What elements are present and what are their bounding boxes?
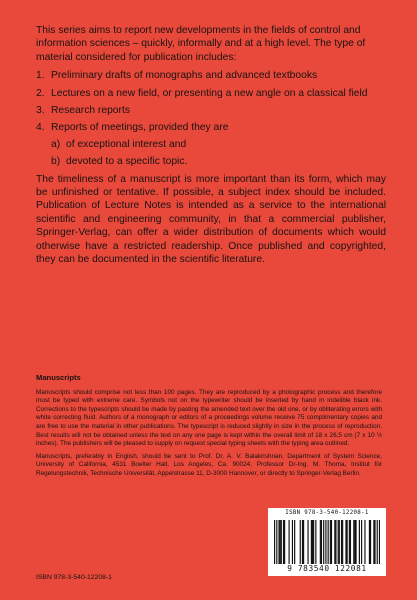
list-text: Research reports — [51, 105, 130, 117]
barcode-bar — [374, 520, 375, 564]
barcode-bar — [274, 520, 275, 564]
barcode-bar — [315, 520, 316, 564]
barcode-bar — [283, 520, 284, 564]
barcode-bar — [302, 520, 303, 564]
barcode-bar — [313, 520, 314, 564]
barcode-bar — [294, 520, 295, 564]
list-text: Reports of meetings, provided they are — [51, 122, 229, 134]
barcode-bar — [373, 520, 374, 564]
barcode-bar — [347, 520, 348, 564]
list-item — [36, 69, 386, 82]
barcode-bar — [307, 520, 308, 564]
barcode-digits: 9 783540 122081 — [287, 564, 367, 573]
barcode-bar — [339, 520, 340, 564]
timeliness-paragraph: The timeliness of a manuscript is more important than its form, which may be unfinished or tentative. If possible, a subject index should be included. Publication of Lecture Notes is intended as a service to the international scientific and engineering community, in that a commercial publisher, Springer-Verlag, can offer a wider distribution of documents which would otherwise have a restricted readership. Once published and copyrighted, they can be documented in the scientific literature. — [36, 173, 386, 266]
barcode-bar — [377, 520, 378, 564]
barcode-bar — [280, 520, 281, 564]
barcode-isbn-label: ISBN 978-3-540-12208-1 — [285, 510, 369, 516]
barcode-bar — [330, 520, 331, 564]
barcode-bar — [325, 520, 326, 564]
manuscripts-section — [36, 374, 382, 483]
series-description — [36, 24, 386, 267]
material-list — [36, 69, 386, 168]
barcode-bar — [364, 520, 365, 564]
sub-list-text: of exceptional interest and — [66, 138, 187, 150]
list-number: 2. — [36, 87, 45, 99]
list-number: 1. — [36, 70, 45, 82]
list-text: Preliminary drafts of monographs and advanced textbooks — [51, 70, 318, 82]
barcode-bar — [345, 520, 346, 564]
barcode-bar — [369, 520, 370, 564]
barcode-bar — [323, 520, 324, 564]
list-number: 4. — [36, 122, 45, 134]
sub-list — [51, 138, 386, 169]
barcode-bar — [300, 520, 301, 564]
barcode-bar — [311, 520, 312, 564]
barcode-bar — [342, 520, 343, 564]
barcode-bar — [361, 520, 362, 564]
sub-list-letter: b) — [51, 156, 61, 168]
isbn-label: ISBN 978-3-540-12208-1 — [36, 574, 112, 581]
barcode-bar — [334, 520, 335, 564]
barcode-bar — [331, 520, 332, 564]
barcode-bar — [303, 520, 304, 564]
list-text: Lectures on a new field, or presenting a new angle on a classical field — [51, 87, 368, 99]
barcode-bar — [350, 520, 351, 564]
intro-lead: This series aims to report new developments in the fields of control and information sciences – quickly, informally and at a high level. The type of material considered for publication includes: — [36, 25, 366, 63]
sub-list-letter: a) — [51, 138, 61, 150]
barcode-bar — [355, 520, 356, 564]
sub-list-text: devoted to a specific topic. — [66, 156, 188, 168]
manuscripts-heading: Manuscripts — [36, 373, 81, 382]
barcode-bar — [353, 520, 354, 564]
barcode-bar — [335, 520, 336, 564]
list-item — [36, 121, 386, 168]
list-number: 3. — [36, 105, 45, 117]
barcode — [268, 508, 386, 576]
barcode-bar — [289, 520, 290, 564]
sub-list-item — [51, 138, 386, 151]
barcode-bar — [349, 520, 350, 564]
barcode-bar — [278, 520, 279, 564]
manuscripts-paragraph: Manuscripts should comprise not less than 100 pages. They are reproduced by a photographic process and therefore must be typed with extreme care. Symbols not on the typewriter should be inserted by hand in indelible black ink. Corrections to the typescripts should be made by pasting the amended text over the old one, or by obliterating errors with white correcting fluid. Authors of a monograph or editors of a proceedings volume receive 75 complimentary copies and are free to use the material in other publications. The typescript is reduced slightly in size in the process of reproduction. Best results will not be obtained unless the text on any one page is kept within the overall limit of 18 x 26,5 cm (7 x 10 ½ inches). The publishers will be pleased to supply on request special typing sheets with the typing area outlined. — [36, 388, 382, 448]
barcode-bar — [341, 520, 342, 564]
barcode-bar — [328, 520, 329, 564]
barcode-bar — [284, 520, 285, 564]
barcode-bar — [321, 520, 322, 564]
barcode-bar — [338, 520, 339, 564]
barcode-bar — [276, 520, 277, 564]
barcode-bar — [312, 520, 313, 564]
list-item — [36, 104, 386, 117]
list-item — [36, 87, 386, 100]
barcode-bar — [379, 520, 380, 564]
barcode-bar — [359, 520, 360, 564]
barcode-bars — [274, 520, 380, 564]
submission-paragraph: Manuscripts, preferably in English, should be sent to Prof. Dr. A. V. Balakrishnan, Department of System Science, University of California, 4531 Boelter Hall, Los Angeles, Ca. 90024, Professor Dr-Ing. M. Thoma, Institut für Regelungstechnik, Technische Universität, Appelstrasse 11, D-3000 Hannover, or directly to Springer-Verlag Berlin. — [36, 452, 382, 477]
barcode-bar — [370, 520, 371, 564]
sub-list-item — [51, 155, 386, 168]
barcode-bar — [320, 520, 321, 564]
barcode-bar — [281, 520, 282, 564]
barcode-bar — [354, 520, 355, 564]
barcode-bar — [292, 520, 293, 564]
